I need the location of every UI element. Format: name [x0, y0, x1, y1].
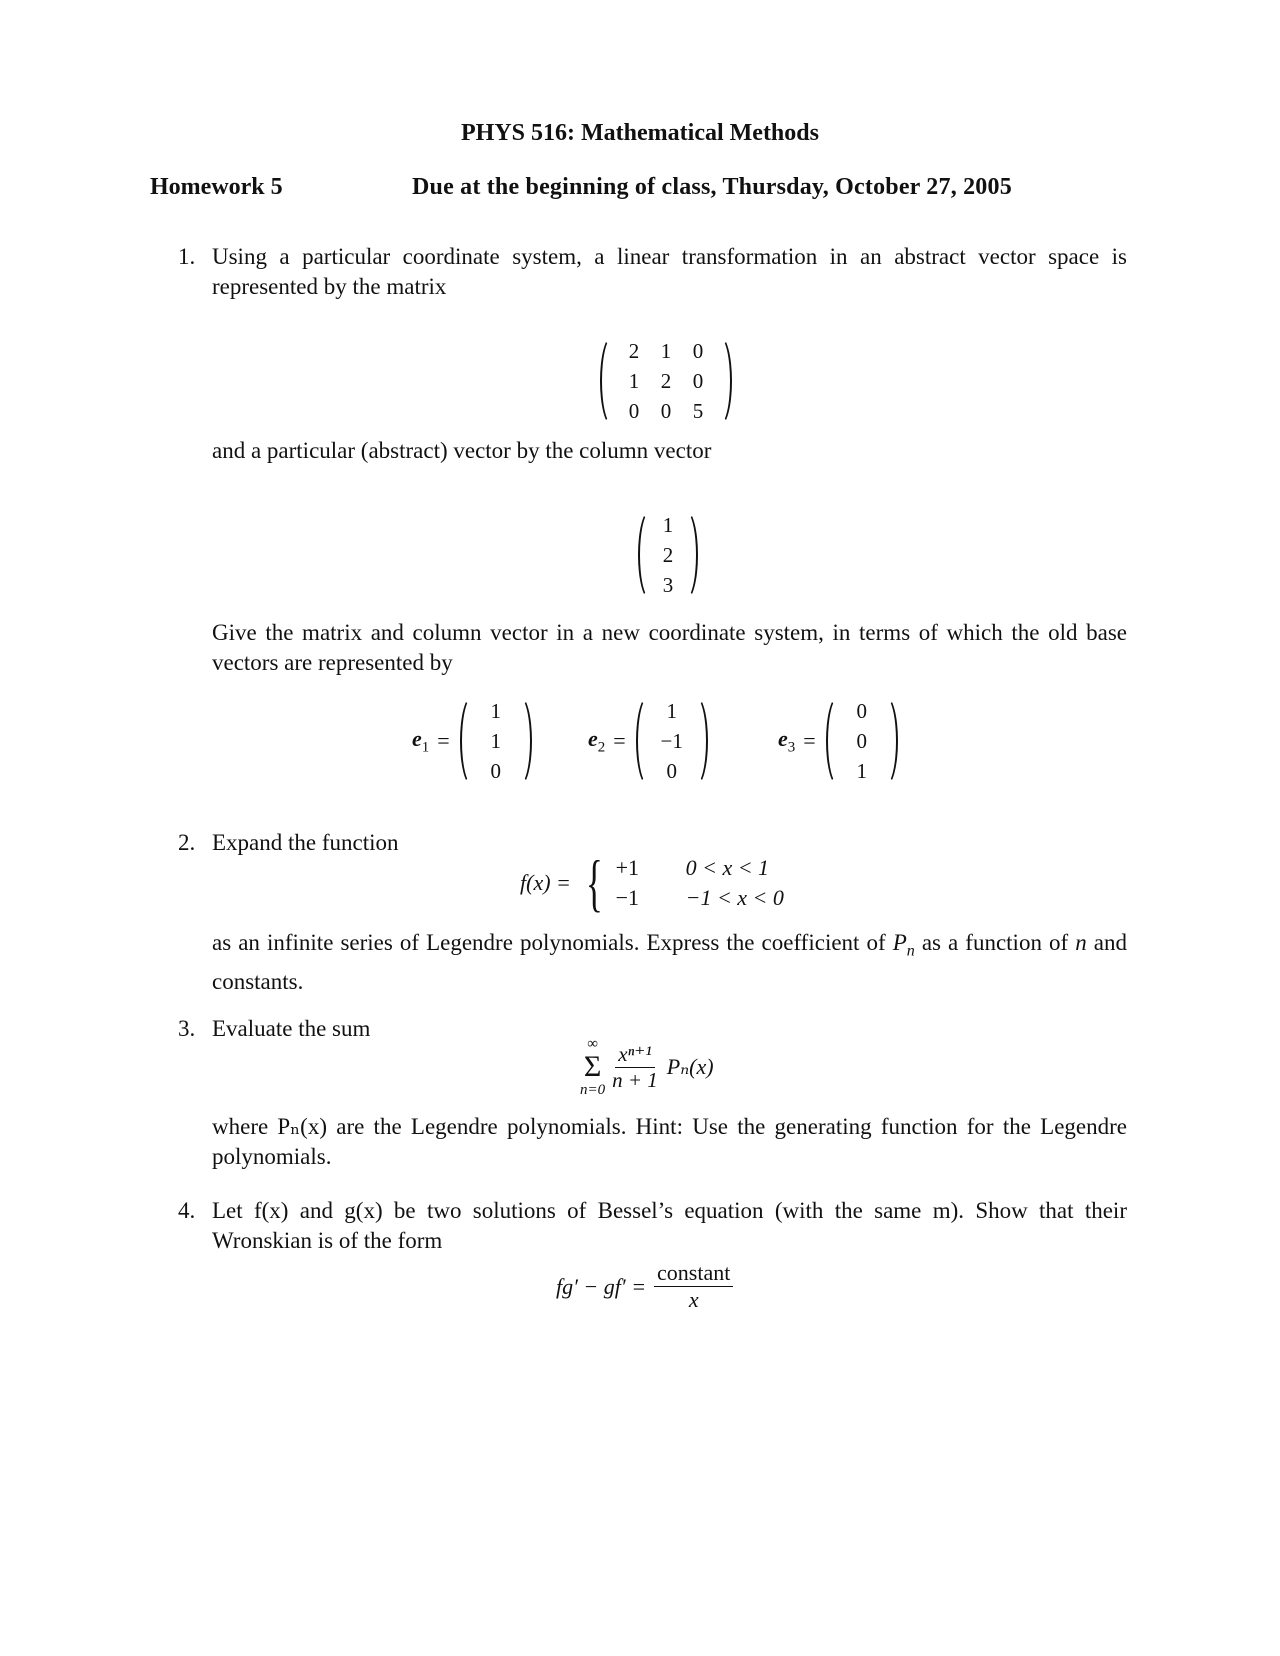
vector-cell: 2: [662, 543, 674, 567]
matrix-cell: 2: [628, 339, 640, 363]
vector-cell: 0: [856, 729, 867, 753]
problem-2-number: 2.: [178, 830, 196, 855]
basis-vector-e1: [412, 696, 534, 786]
problem-1-column-text: and a particular (abstract) vector by the column vector: [212, 438, 712, 463]
legendre-term: Pₙ(x): [666, 1054, 714, 1079]
equals-sign: =: [803, 728, 816, 753]
vector-cell: 0: [666, 759, 677, 783]
matrix-cell: 1: [628, 369, 640, 393]
matrix-cell: 0: [692, 369, 704, 393]
matrix-cell: 0: [692, 339, 704, 363]
problem-1-number: 1.: [178, 244, 196, 269]
vector-cell: 3: [662, 573, 674, 597]
series-fraction: $\frac{\text{xⁿ⁺¹}}{n + 1}$: [612, 1041, 658, 1092]
problem-1-basis-text: Give the matrix and column vector in a new coordinate system, in terms of which the old base vectors are represented by: [212, 620, 1127, 675]
basis-label: $e_3$: [778, 725, 796, 756]
sigma: ∞ Σ n=0: [580, 1036, 606, 1098]
case-condition: 0 < x < 1: [685, 855, 770, 880]
homework-label: Homework 5: [150, 174, 283, 200]
function-lhs: f(x) =: [520, 870, 571, 895]
basis-label: $e_2$: [588, 725, 606, 756]
equals-sign: =: [437, 728, 450, 753]
problem-4-number: 4.: [178, 1198, 196, 1223]
brace-icon: {: [585, 847, 603, 918]
basis-label: $e_1$: [412, 725, 430, 756]
wronskian-equation: [556, 1260, 733, 1313]
problem-3-number: 3.: [178, 1016, 196, 1041]
vector-cell: −1: [660, 729, 683, 753]
problem-1-text: Using a particular coordinate system, a linear transformation in an abstract vector space is represented by the matrix: [212, 244, 1127, 299]
course-title: PHYS 516: Mathematical Methods: [461, 120, 819, 146]
problem-3-text: Evaluate the sum: [212, 1016, 371, 1041]
matrix-cell: 2: [660, 369, 672, 393]
problem-4-text: Let f(x) and g(x) be two solutions of Bessel’s equation (with the same m). Show that their Wronskian is of the form: [212, 1198, 1127, 1253]
problem-2-text-2: as an infinite series of Legendre polynomials. Express the coefficient of $P_n$ as a function of n and constants.: [212, 930, 1127, 994]
basis-vector-e3: [778, 696, 900, 786]
case-value: +1: [615, 855, 640, 880]
wronskian-fraction: $\frac{\text{constant}}{x}$: [654, 1260, 733, 1313]
basis-column: [634, 696, 710, 786]
wronskian-lhs: fg′ − gf′ =: [556, 1273, 647, 1299]
basis-column: [458, 696, 534, 786]
problem-3-hint: where Pₙ(x) are the Legendre polynomials. Hint: Use the generating function for the Legendre polynomials.: [212, 1114, 1127, 1169]
vector-cell: 1: [662, 513, 674, 537]
matrix-cell: 0: [660, 399, 672, 423]
matrix-cell: 1: [660, 339, 672, 363]
transformation-matrix: [598, 336, 734, 426]
vector-cell: 0: [856, 699, 867, 723]
series-sum: [580, 1024, 714, 1110]
equals-sign: =: [613, 728, 626, 753]
vector-cell: 0: [490, 759, 501, 783]
basis-vector-e2: [588, 696, 710, 786]
basis-column: [824, 696, 900, 786]
case-condition: −1 < x < 0: [685, 885, 784, 910]
column-vector: [636, 510, 700, 600]
vector-cell: 1: [666, 699, 677, 723]
matrix-cell: 5: [692, 399, 704, 423]
vector-cell: 1: [856, 759, 867, 783]
sigma-icon: Σ: [583, 1050, 602, 1083]
piecewise-function: [520, 847, 816, 918]
vector-cell: 1: [490, 699, 501, 723]
case-value: −1: [615, 885, 640, 910]
matrix-cell: 0: [628, 399, 640, 423]
problem-2-text: Expand the function: [212, 830, 399, 855]
vector-cell: 1: [490, 729, 501, 753]
due-date: Due at the beginning of class, Thursday, October 27, 2005: [412, 174, 1012, 200]
